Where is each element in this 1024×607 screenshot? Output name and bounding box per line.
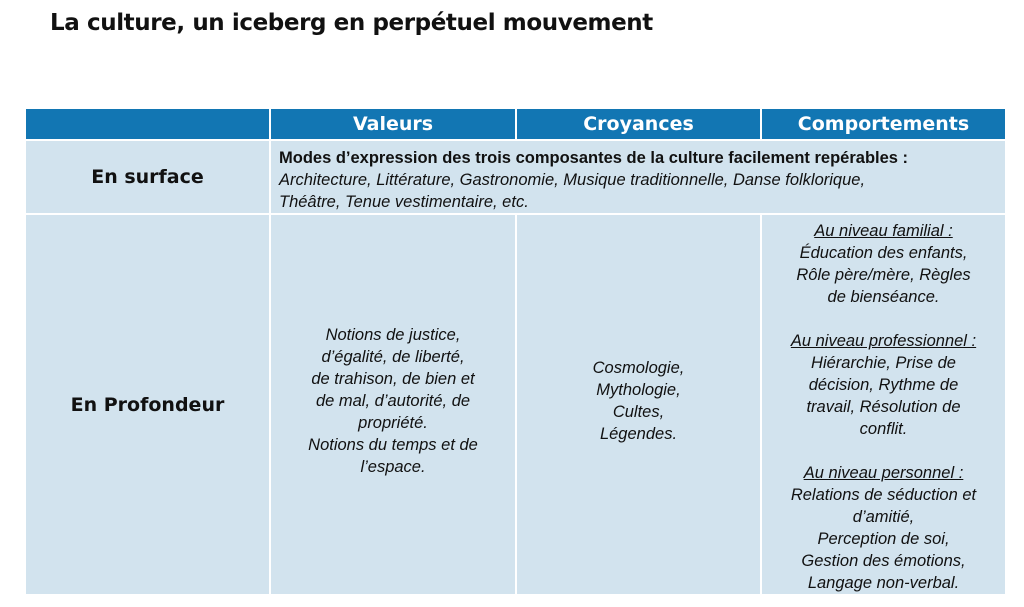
comportements-line: de bienséance. (827, 288, 940, 306)
valeurs-cell (270, 214, 516, 595)
comportements-line: Hiérarchie, Prise de (811, 354, 956, 372)
valeurs-line: Notions de justice, (325, 325, 461, 344)
culture-table (24, 107, 1007, 596)
comportements-line: Éducation des enfants, (799, 244, 968, 262)
valeurs-line: d’égalité, de liberté, (321, 347, 465, 366)
profondeur-row (25, 214, 1006, 595)
surface-heading: Modes d’expression des trois composantes de la culture facilement repérables : (279, 149, 909, 167)
comportements-cell (761, 214, 1006, 595)
comportements-line: Gestion des émotions, (801, 552, 966, 570)
valeurs-line: l’espace. (360, 457, 426, 476)
comportements-line: Langage non-verbal. (807, 574, 960, 592)
surface-list-line: Théâtre, Tenue vestimentaire, etc. (279, 193, 529, 211)
valeurs-line: de trahison, de bien et (311, 369, 475, 388)
surface-row (25, 140, 1006, 214)
valeurs-line: propriété. (358, 413, 428, 432)
header-empty (25, 108, 270, 140)
comportements-professionnel-heading: Au niveau professionnel : (790, 332, 977, 350)
comportements-line: Perception de soi, (817, 530, 950, 548)
comportements-line: conflit. (859, 420, 908, 438)
comportements-line: Rôle père/mère, Règles (796, 266, 971, 284)
header-valeurs: Valeurs (270, 108, 516, 140)
header-croyances: Croyances (516, 108, 761, 140)
comportements-line: d’amitié, (852, 508, 915, 526)
surface-description-cell (270, 140, 1006, 214)
row-label-surface: En surface (25, 140, 270, 214)
croyances-line: Cosmologie, (592, 358, 685, 377)
comportements-line: travail, Résolution de (806, 398, 961, 416)
surface-list-line: Architecture, Littérature, Gastronomie, Musique traditionnelle, Danse folklorique, (279, 171, 866, 189)
comportements-line: Relations de séduction et (790, 486, 977, 504)
row-label-profondeur: En Profondeur (25, 214, 270, 595)
comportements-familial-heading: Au niveau familial : (814, 222, 953, 240)
croyances-line: Mythologie, (596, 380, 681, 399)
croyances-line: Cultes, (612, 402, 665, 421)
valeurs-line: Notions du temps et de (308, 435, 478, 454)
comportements-personnel-heading: Au niveau personnel : (803, 464, 964, 482)
croyances-cell (516, 214, 761, 595)
page-title: La culture, un iceberg en perpétuel mouvement (50, 10, 653, 36)
header-comportements: Comportements (761, 108, 1006, 140)
valeurs-line: de mal, d’autorité, de (315, 391, 471, 410)
table-header-row (25, 108, 1006, 140)
comportements-line: décision, Rythme de (808, 376, 959, 394)
croyances-line: Légendes. (599, 424, 678, 443)
